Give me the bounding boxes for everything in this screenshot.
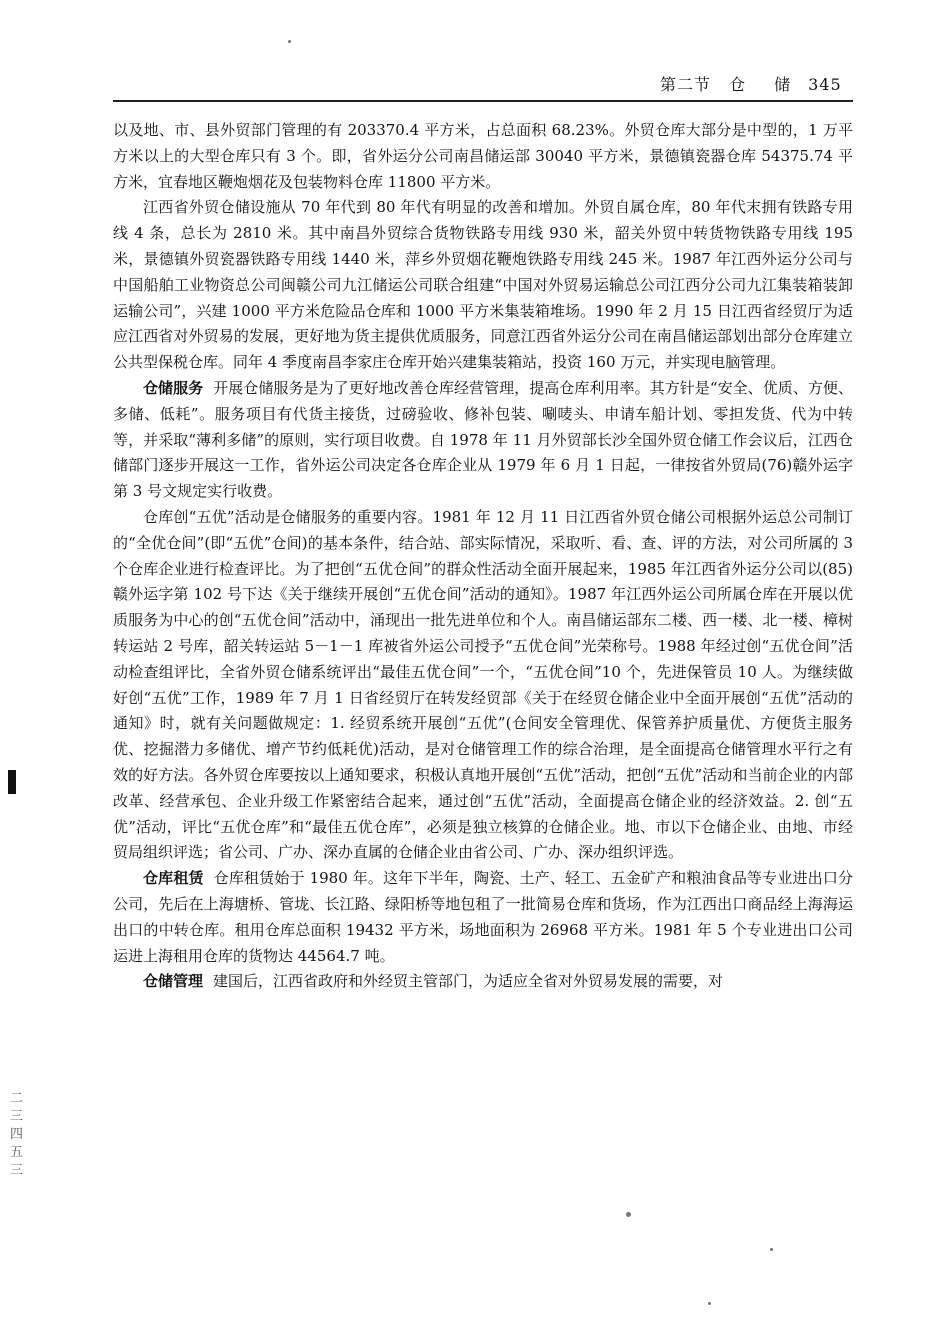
paragraph-1: 以及地、市、县外贸部门管理的有 203370.4 平方米，占总面积 68.23%。外贸仓库大部分是中型的，1 万平方米以上的大型仓库只有 3 个。即，省外运分公司南昌储运部 30040 平方米，景德镇瓷器仓库 54375.74 平方米，宜春地区鞭炮烟花及包装物料仓库 11800 平方米。 [113, 121, 853, 191]
header-rule [113, 100, 853, 102]
paragraph-3 [113, 376, 853, 505]
paragraph-5 [113, 866, 853, 969]
run-in-heading-storage-service: 仓储服务 [143, 378, 204, 397]
paragraph-6-text: 建国后，江西省政府和外经贸主管部门，为适应全省对外贸易发展的需要，对 [213, 972, 724, 991]
page-number: 345 [808, 75, 842, 94]
section-label: 第二节 [660, 75, 712, 94]
run-in-heading-storage-management: 仓储管理 [143, 972, 204, 991]
paragraph-4: 仓库创“五优”活动是仓储服务的重要内容。1981 年 12 月 11 日江西省外贸仓储公司根据外运总公司制订的“全优仓间”(即“五优”仓间)的基本条件，结合站、部实际情况，采取听、看、查、评的方法，对公司所属的 3 个仓库企业进行检查评比。为了把创“五优仓间”的群众性活动全面开展起来，1985 年江西省外运分公司以(85)赣外运字第 102 号下达《关于继续开展创“五优仓间”活动的通知》。1987 年江西外运公司所属仓库在开展以优质服务为中心的创“五优仓间”活动中，涌现出一批先进单位和个人。南昌储运部东二楼、西一楼、北一楼、樟树转运站 2 号库，韶关转运站 5－1－1 库被省外运公司授予“五优仓间”光荣称号。1988 年经过创“五优仓间”活动检查组评比，全省外贸仓储系统评出“最佳五优仓间”一个，“五优仓间”10 个，先进保管员 10 人。为继续做好创“五优”工作，1989 年 7 月 1 日省经贸厅在转发经贸部《关于在经贸仓储企业中全面开展创“五优”活动的通知》时，就有关问题做规定：1. 经贸系统开展创“五优”(仓间安全管理优、保管养护质量优、方便货主服务优、挖掘潜力多储优、增产节约低耗优)活动，是对仓储管理工作的综合治理，是全面提高仓储管理水平行之有效的好方法。各外贸仓库要按以上通知要求，积极认真地开展创“五优”活动，把创“五优”活动和当前企业的内部改革、经营承包、企业升级工作紧密结合起来，通过创“五优”活动，全面提高仓储企业的经济效益。2. 创“五优”活动，评比“五优仓库”和“最佳五优仓库”，必须是独立核算的仓储企业。地、市以下仓储企业、由地、市经贸局组织评选；省公司、广办、深办直属的仓储企业由省公司、广办、深办组织评选。 [113, 507, 853, 862]
scan-speck [770, 1248, 773, 1251]
paragraph-2: 江西省外贸仓储设施从 70 年代到 80 年代有明显的改善和增加。外贸自属仓库，80 年代末拥有铁路专用线 4 条，总长为 2810 米。其中南昌外贸综合货物铁路专用线 930 米，韶关外贸中转货物铁路专用线 195 米，景德镇外贸瓷器铁路专用线 1440 米，萍乡外贸烟花鞭炮铁路专用线 245 米。1987 年江西外运分公司与中国船舶工业物资总公司闽赣公司九江储运公司联合组建“中国对外贸易运输总公司江西分公司九江集装箱装卸运输公司”，兴建 1000 平方米危险品仓库和 1000 平方米集装箱堆场。1990 年 2 月 15 日江西省经贸厅为适应江西省对外贸易的发展，更好地为货主提供优质服务，同意江西省外运分公司在南昌储运部划出部分仓库建立公共型保税仓库。同年 4 季度南昌李家庄仓库开始兴建集装箱站，投资 160 万元，并实现电脑管理。 [113, 198, 853, 372]
scan-speck [288, 40, 291, 43]
scan-speck [708, 1302, 711, 1305]
body-text [113, 118, 853, 995]
scan-speck [626, 1212, 631, 1217]
run-in-heading-warehouse-lease: 仓库租赁 [143, 869, 204, 888]
margin-note: 二三四五三 [10, 1091, 24, 1178]
paragraph-5-text: 仓库租赁始于 1980 年。这年下半年，陶瓷、土产、轻工、五金矿产和粮油食品等专业进出口分公司，先后在上海塘桥、管垅、长江路、绿阳桥等地包租了一批简易仓库和货场，作为江西出口商品经上海海运出口的中转仓库。租用仓库总面积 19432 平方米，场地面积为 26968 平方米。1981 年 5 个专业进出口公司运进上海租用仓库的货物达 44564.7 吨。 [113, 869, 853, 965]
running-head [660, 72, 850, 96]
paragraph-3-text: 开展仓储服务是为了更好地改善仓库经营管理，提高仓库利用率。其方针是“安全、优质、方便、多储、低耗”。服务项目有代货主接货，过磅验收、修补包装、唰唛头、申请车船计划、零担发货、代为中转等，并采取“薄利多储”的原则，实行项目收费。自 1978 年 11 月外贸部长沙全国外贸仓储工作会议后，江西仓储部门逐步开展这一工作，省外运公司决定各仓库企业从 1979 年 6 月 1 日起，一律按省外贸局(76)赣外运字第 3 号文规定实行收费。 [113, 378, 853, 501]
paragraph-6 [113, 969, 853, 995]
scan-margin-mark [8, 770, 16, 794]
chapter-title: 仓 储 [729, 75, 803, 94]
